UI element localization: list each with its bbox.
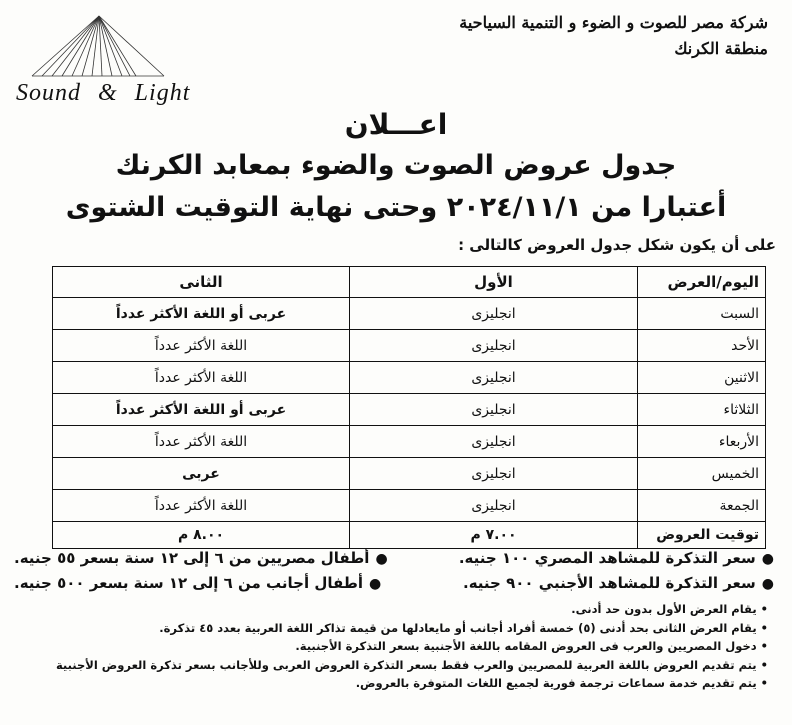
bullet-icon: ● <box>761 576 774 592</box>
timing-row <box>53 522 766 549</box>
second-show-cell: اللغة الأكثر عدداً <box>53 490 350 522</box>
header-second-show: الثانى <box>53 267 350 298</box>
prices-section <box>14 546 774 596</box>
notes-list <box>8 600 768 693</box>
first-show-cell: انجليزى <box>350 458 638 490</box>
header-first-show: الأول <box>350 267 638 298</box>
bullet-icon: ● <box>369 576 382 592</box>
foreign-ticket-price: ●سعر التذكرة للمشاهد الأجنبي ٩٠٠ جنيه. <box>463 574 774 592</box>
second-show-cell: عربى أو اللغة الأكثر عدداً <box>53 298 350 330</box>
egyptian-children-price: ●أطفال مصريين من ٦ إلى ١٢ سنة بسعر ٥٥ جنيه. <box>14 549 388 567</box>
first-show-cell: انجليزى <box>350 490 638 522</box>
list-item: • يتم تقديم خدمة سماعات ترجمة فورية لجميع اللغات المتوفرة بالعروض. <box>8 674 768 693</box>
second-show-cell: عربى أو اللغة الأكثر عدداً <box>53 394 350 426</box>
price-row-egyptian <box>14 546 774 571</box>
day-cell: السبت <box>638 298 766 330</box>
logo-word-sound: Sound <box>16 80 81 106</box>
announcement-heading: اعـــلان <box>344 108 448 141</box>
list-item: • يقام العرض الأول بدون حد أدنى. <box>8 600 768 619</box>
table-row <box>53 458 766 490</box>
foreign-children-price: ●أطفال أجانب من ٦ إلى ١٢ سنة بسعر ٥٠٠ جنيه. <box>14 574 382 592</box>
egyptian-ticket-price: ●سعر التذكرة للمشاهد المصري ١٠٠ جنيه. <box>458 549 774 567</box>
second-show-cell: اللغة الأكثر عدداً <box>53 330 350 362</box>
first-show-cell: انجليزى <box>350 298 638 330</box>
day-cell: الاثنين <box>638 362 766 394</box>
logo-text <box>16 80 191 107</box>
day-cell: الأربعاء <box>638 426 766 458</box>
first-show-cell: انجليزى <box>350 330 638 362</box>
price-row-foreign <box>14 571 774 596</box>
list-item: • دخول المصريين والعرب فى العروض المقامه باللغة الأجنبية بسعر التذكرة الأجنبية. <box>8 637 768 656</box>
logo-word-light: Light <box>134 80 191 106</box>
table-header-row <box>53 267 766 298</box>
second-show-cell: اللغة الأكثر عدداً <box>53 426 350 458</box>
company-name: شركة مصر للصوت و الضوء و التنمية السياحية <box>459 13 768 32</box>
second-show-cell: اللغة الأكثر عدداً <box>53 362 350 394</box>
first-show-cell: انجليزى <box>350 426 638 458</box>
header-day: اليوم/العرض <box>638 267 766 298</box>
logo-ampersand: & <box>98 80 118 106</box>
table-row <box>53 330 766 362</box>
list-item: • يقام العرض الثانى بحد أدنى (٥) خمسة أفراد أجانب أو مايعادلها من قيمة تذاكر اللغة العربية بعدد ٤٥ تذكرة. <box>8 619 768 638</box>
day-cell: الأحد <box>638 330 766 362</box>
timing-label: توقيت العروض <box>638 522 766 549</box>
date-range-line: أعتبارا من ٢٠٢٤/١١/١ وحتى نهاية التوقيت الشتوى <box>65 192 727 223</box>
first-show-time: ٧.٠٠ م <box>350 522 638 549</box>
second-show-cell: عربى <box>53 458 350 490</box>
first-show-cell: انجليزى <box>350 394 638 426</box>
schedule-table <box>52 266 766 549</box>
list-item: • يتم تقديم العروض باللغة العربية للمصريين والعرب فقط بسعر التذكرة العروض العربى وللأجانب بسعر تذكرة العروض الأجنبية <box>8 656 768 675</box>
company-region: منطقة الكرنك <box>674 39 768 58</box>
day-cell: الجمعة <box>638 490 766 522</box>
bullet-icon: ● <box>375 551 388 567</box>
table-row <box>53 362 766 394</box>
intro-text: على أن يكون شكل جدول العروض كالتالى : <box>458 236 776 254</box>
company-header <box>348 10 768 62</box>
table-row <box>53 298 766 330</box>
second-show-time: ٨.٠٠ م <box>53 522 350 549</box>
day-cell: الثلاثاء <box>638 394 766 426</box>
schedule-title: جدول عروض الصوت والضوء بمعابد الكرنك <box>115 150 677 181</box>
table-row <box>53 490 766 522</box>
bullet-icon: ● <box>761 551 774 567</box>
table-row <box>53 426 766 458</box>
table-row <box>53 394 766 426</box>
day-cell: الخميس <box>638 458 766 490</box>
first-show-cell: انجليزى <box>350 362 638 394</box>
